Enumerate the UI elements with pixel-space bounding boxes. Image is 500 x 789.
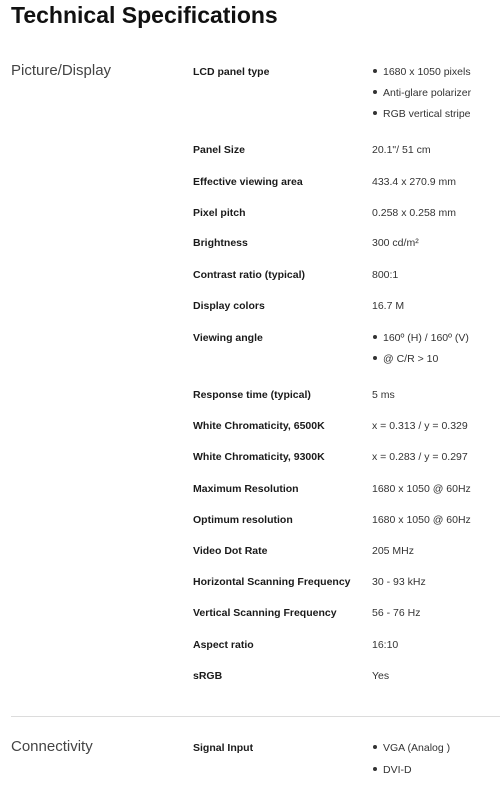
spec-value: x = 0.313 / y = 0.329 xyxy=(372,420,468,432)
spec-bullet: 1680 x 1050 pixels xyxy=(373,66,471,78)
section-divider xyxy=(11,716,500,717)
spec-name: White Chromaticity, 6500K xyxy=(193,420,325,432)
spec-value: 433.4 x 270.9 mm xyxy=(372,176,457,188)
bullet-icon xyxy=(373,356,377,360)
spec-value: Yes xyxy=(372,670,390,682)
bullet-icon xyxy=(373,335,377,339)
section-label-connectivity: Connectivity xyxy=(11,738,93,755)
spec-value: 1680 x 1050 @ 60Hz xyxy=(372,483,471,495)
spec-name: Effective viewing area xyxy=(193,176,303,188)
page-title: Technical Specifications xyxy=(11,2,278,28)
spec-value: x = 0.283 / y = 0.297 xyxy=(372,451,468,463)
spec-bullet: DVI-D xyxy=(373,764,412,776)
spec-name: Viewing angle xyxy=(193,332,263,344)
spec-name: Contrast ratio (typical) xyxy=(193,269,306,281)
spec-value: 56 - 76 Hz xyxy=(372,607,421,619)
spec-bullet: 160º (H) / 160º (V) xyxy=(373,332,469,344)
spec-name: Brightness xyxy=(193,237,248,249)
spec-value: 16.7 M xyxy=(372,300,405,312)
spec-name: Horizontal Scanning Frequency xyxy=(193,576,351,588)
spec-name: Optimum resolution xyxy=(193,514,293,526)
bullet-icon xyxy=(373,111,377,115)
spec-name: Aspect ratio xyxy=(193,639,254,651)
spec-value: 300 cd/m² xyxy=(372,237,419,249)
spec-name: Pixel pitch xyxy=(193,207,246,219)
spec-bullet: RGB vertical stripe xyxy=(373,108,471,120)
spec-bullet: VGA (Analog ) xyxy=(373,742,450,754)
spec-name: Display colors xyxy=(193,300,265,312)
spec-name: Maximum Resolution xyxy=(193,483,299,495)
bullet-icon xyxy=(373,767,377,771)
spec-name: Response time (typical) xyxy=(193,389,311,401)
spec-value: 30 - 93 kHz xyxy=(372,576,426,588)
spec-name: sRGB xyxy=(193,670,223,682)
bullet-icon xyxy=(373,69,377,73)
spec-name: Signal Input xyxy=(193,742,254,754)
spec-name: LCD panel type xyxy=(193,66,270,78)
spec-name: White Chromaticity, 9300K xyxy=(193,451,325,463)
spec-value: 1680 x 1050 @ 60Hz xyxy=(372,514,471,526)
spec-value: 800:1 xyxy=(372,269,399,281)
spec-value: 0.258 x 0.258 mm xyxy=(372,207,457,219)
spec-bullet: Anti-glare polarizer xyxy=(373,87,471,99)
section-label-picture-display: Picture/Display xyxy=(11,62,112,79)
bullet-icon xyxy=(373,745,377,749)
spec-value: 5 ms xyxy=(372,389,395,401)
spec-name: Video Dot Rate xyxy=(193,545,268,557)
spec-value: 16:10 xyxy=(372,639,399,651)
bullet-icon xyxy=(373,90,377,94)
spec-value: 20.1"/ 51 cm xyxy=(372,144,431,156)
spec-value: 205 MHz xyxy=(372,545,415,557)
spec-bullet: @ C/R > 10 xyxy=(373,353,438,365)
spec-name: Vertical Scanning Frequency xyxy=(193,607,337,619)
spec-name: Panel Size xyxy=(193,144,245,156)
